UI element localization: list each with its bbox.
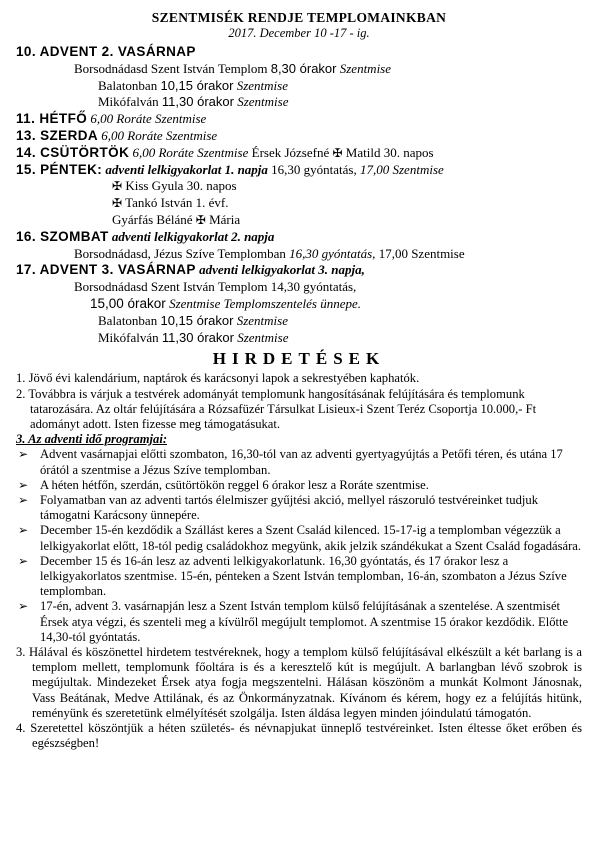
day-13-title: 13. SZERDA [16, 127, 99, 143]
announcements-heading: HIRDETÉSEK [212, 349, 386, 369]
mass: Szentmise [339, 60, 392, 76]
day-17-line-1: Borsodnádasd Szent István Templom 14,30 gyóntatás, [74, 279, 357, 295]
mass: Szentmise [237, 94, 289, 110]
list-item [16, 478, 582, 493]
intention-text: Gyárfás Béláné [112, 211, 193, 227]
day-10-line-3 [16, 94, 582, 111]
arrow-bullet-icon: ➢ [18, 492, 29, 507]
day-15-intention-1 [16, 178, 582, 195]
day-10-line-2 [16, 78, 582, 95]
page-title: SZENTMISÉK RENDJE TEMPLOMAINKBAN [151, 10, 447, 25]
consecration: Szentmise Templomszentelés ünnepe. [169, 295, 362, 311]
arrow-bullet-icon: ➢ [18, 523, 29, 538]
list-item-text: Advent vasárnapjai előtti szombaton, 16,30-tól van az adventi gyertyagyújtás a Petőfi téren, és utána 17 órától a szentmise a Jézus Szíve templomban. [40, 447, 563, 477]
day-14-name-b: Matild 30. napos [345, 144, 434, 160]
day-13-row [16, 128, 582, 145]
list-item-text: A héten hétfőn, szerdán, csütörtökön reggel 6 órakor lesz a Roráte szentmise. [40, 477, 429, 492]
announcement-2: 2. Továbbra is várjuk a testvérek adományát templomunk hangosításának felújítására és templomunk tatarozására. Az oltár felújítására a Rózsafüzér Társulkat Lisieux-i Szent Teréz Csoportja 10.000,- Ft adományt adott. Isten fizesse meg támogatásukat. [16, 386, 537, 431]
list-item-text: Folyamatban van az adventi tartós élelmiszer gyűjtési akció, mellyel rászoruló testvéreinket tudjuk támogatni Karácsony ünnepére. [40, 492, 538, 523]
day-15-intention-3 [16, 212, 582, 229]
day-17-title: 17. ADVENT 3. VASÁRNAP [16, 262, 196, 278]
list-item-text: December 15-én kezdődik a Szállást keres a Szent Család kilenced. 15-17-ig a templomban végezzük a lelkigyakorlat előtt, 18-tól pedig családokhoz megyünk, akik jelzik szándékukat a Szent Család fogadására. [40, 523, 582, 553]
time: 11,30 órakor [161, 94, 234, 110]
day-17-line-2 [16, 296, 582, 313]
list-item [16, 599, 582, 645]
place: Mikófalván [98, 94, 159, 110]
day-17-retreat: adventi lelkigyakorlat 3. napja, [199, 262, 365, 278]
list-item [16, 447, 582, 477]
time: 11,30 órakor [161, 329, 234, 345]
list-item-text: 17-én, advent 3. vasárnapján lesz a Szent István templom külső felújításának a szentelése. A szentmisét Érsek atya végzi, és szenteli meg a kívülről megújult templomot. A szentmise 15 órakor kezdődik. Előtte 14,30-tól gyóntatás. [40, 599, 569, 644]
day-14-title: 14. CSÜTÖRTÖK [16, 144, 130, 160]
day-16-retreat: adventi lelkigyakorlat 2. napja [111, 228, 275, 244]
announcement-1: 1. Jövő évi kalendárium, naptárok és karácsonyi lapok a sekrestyében kaphatók. [16, 371, 420, 386]
day-15-mass: 17,00 Szentmise [360, 161, 444, 177]
day-13-text: 6,00 Roráte Szentmise [101, 127, 218, 143]
day-10-line-1 [16, 61, 582, 78]
mass: Szentmise [236, 77, 288, 93]
time: 8,30 órakor [270, 60, 337, 76]
intention-text: Kiss Gyula 30. napos [125, 178, 237, 194]
arrow-bullet-icon: ➢ [18, 599, 29, 614]
day-14-name-a: Érsek Józsefné [251, 144, 330, 160]
cross-icon: ✠ [195, 212, 206, 227]
day-15-confession: 16,30 gyóntatás, [271, 161, 357, 177]
page-subtitle: 2017. December 10 -17 - ig. [228, 26, 370, 40]
mass: Szentmise [236, 312, 288, 328]
day-14-row [16, 145, 582, 162]
time: 10,15 órakor [160, 312, 234, 328]
day-11-text: 6,00 Roráte Szentmise [90, 111, 207, 127]
place: Balatonban [98, 312, 158, 328]
day-17-row [16, 262, 582, 279]
cross-icon: ✠ [112, 179, 123, 194]
place: Borsodnádasd, Jézus Szíve Templomban [74, 245, 286, 261]
list-item [16, 554, 582, 600]
day-17-line-3 [16, 313, 582, 330]
intention-text: Tankó István 1. évf. [125, 195, 229, 211]
place: Balatonban [98, 77, 158, 93]
day-10-heading [16, 44, 582, 61]
day-15-title: 15. PÉNTEK: [16, 161, 103, 177]
announcement-4: 4. Szeretettel köszöntjük a héten születés- és névnapjukat ünneplő testvéreinket. Isten éltesse őket erőben és egészségben! [16, 721, 582, 751]
confession: 16,30 gyóntatás, [289, 245, 376, 261]
time: 15,00 órakor [90, 295, 166, 311]
day-16-line-1 [16, 246, 582, 263]
day-15-retreat: adventi lelkigyakorlat 1. napja [105, 161, 268, 177]
cross-icon: ✠ [112, 196, 123, 211]
place: Mikófalván [98, 329, 159, 345]
day-17-line-4 [16, 330, 582, 347]
mass: 17,00 Szentmise [378, 245, 465, 261]
list-item [16, 493, 582, 523]
day-11-title: 11. HÉTFŐ [16, 111, 88, 127]
announcement-3b: 3. Hálával és köszönettel hirdetem testvéreknek, hogy a templom külső felújításával elkészült a két barlang is a templom mellett, templomunk főoltára is és a keresztelő kút is megújult. A barlangban lévő szobrok is megújultak. Mindezeket Érsek atya fogja megszentelni. Hálásan köszönöm a munkát Kolmont Jánosnak, Vass Beátának, Medve Attilának, és az Önkormányzatnak. Kívánom és kérem, hogy ez a felújítás hitünk, reményünk és szeretetünk elmélyítését szolgálja. Isten áldása legyen minden jóindulatú támogatón. [16, 645, 582, 720]
arrow-bullet-icon: ➢ [18, 477, 29, 492]
list-item-text: December 15 és 16-án lesz az adventi lelkigyakorlatunk. 16,30 gyóntatás, és 17 órakor lesz a lelkigyakorlatos szentmise. 15-én, pénteken a Szent István templomban, 16-án, szombaton a Jézus Szíve templomban. [40, 553, 567, 599]
day-16-title: 16. SZOMBAT [16, 228, 109, 244]
day-10-title: 10. ADVENT 2. VASÁRNAP [16, 44, 196, 59]
day-14-text: 6,00 Roráte Szentmise [132, 144, 249, 160]
day-16-row [16, 229, 582, 246]
day-11-row [16, 111, 582, 128]
mass: Szentmise [237, 329, 289, 345]
place: Borsodnádasd Szent István Templom [74, 60, 268, 76]
arrow-bullet-icon: ➢ [18, 553, 29, 568]
cross-icon: ✠ [332, 145, 343, 160]
arrow-bullet-icon: ➢ [18, 447, 29, 462]
announcement-3-heading: 3. Az adventi idő programjai: [16, 432, 168, 447]
day-15-intention-2 [16, 195, 582, 212]
program-list [16, 447, 582, 645]
day-15-row [16, 162, 582, 179]
time: 10,15 órakor [160, 77, 234, 93]
intention-text: Mária [209, 211, 241, 227]
list-item [16, 523, 582, 553]
